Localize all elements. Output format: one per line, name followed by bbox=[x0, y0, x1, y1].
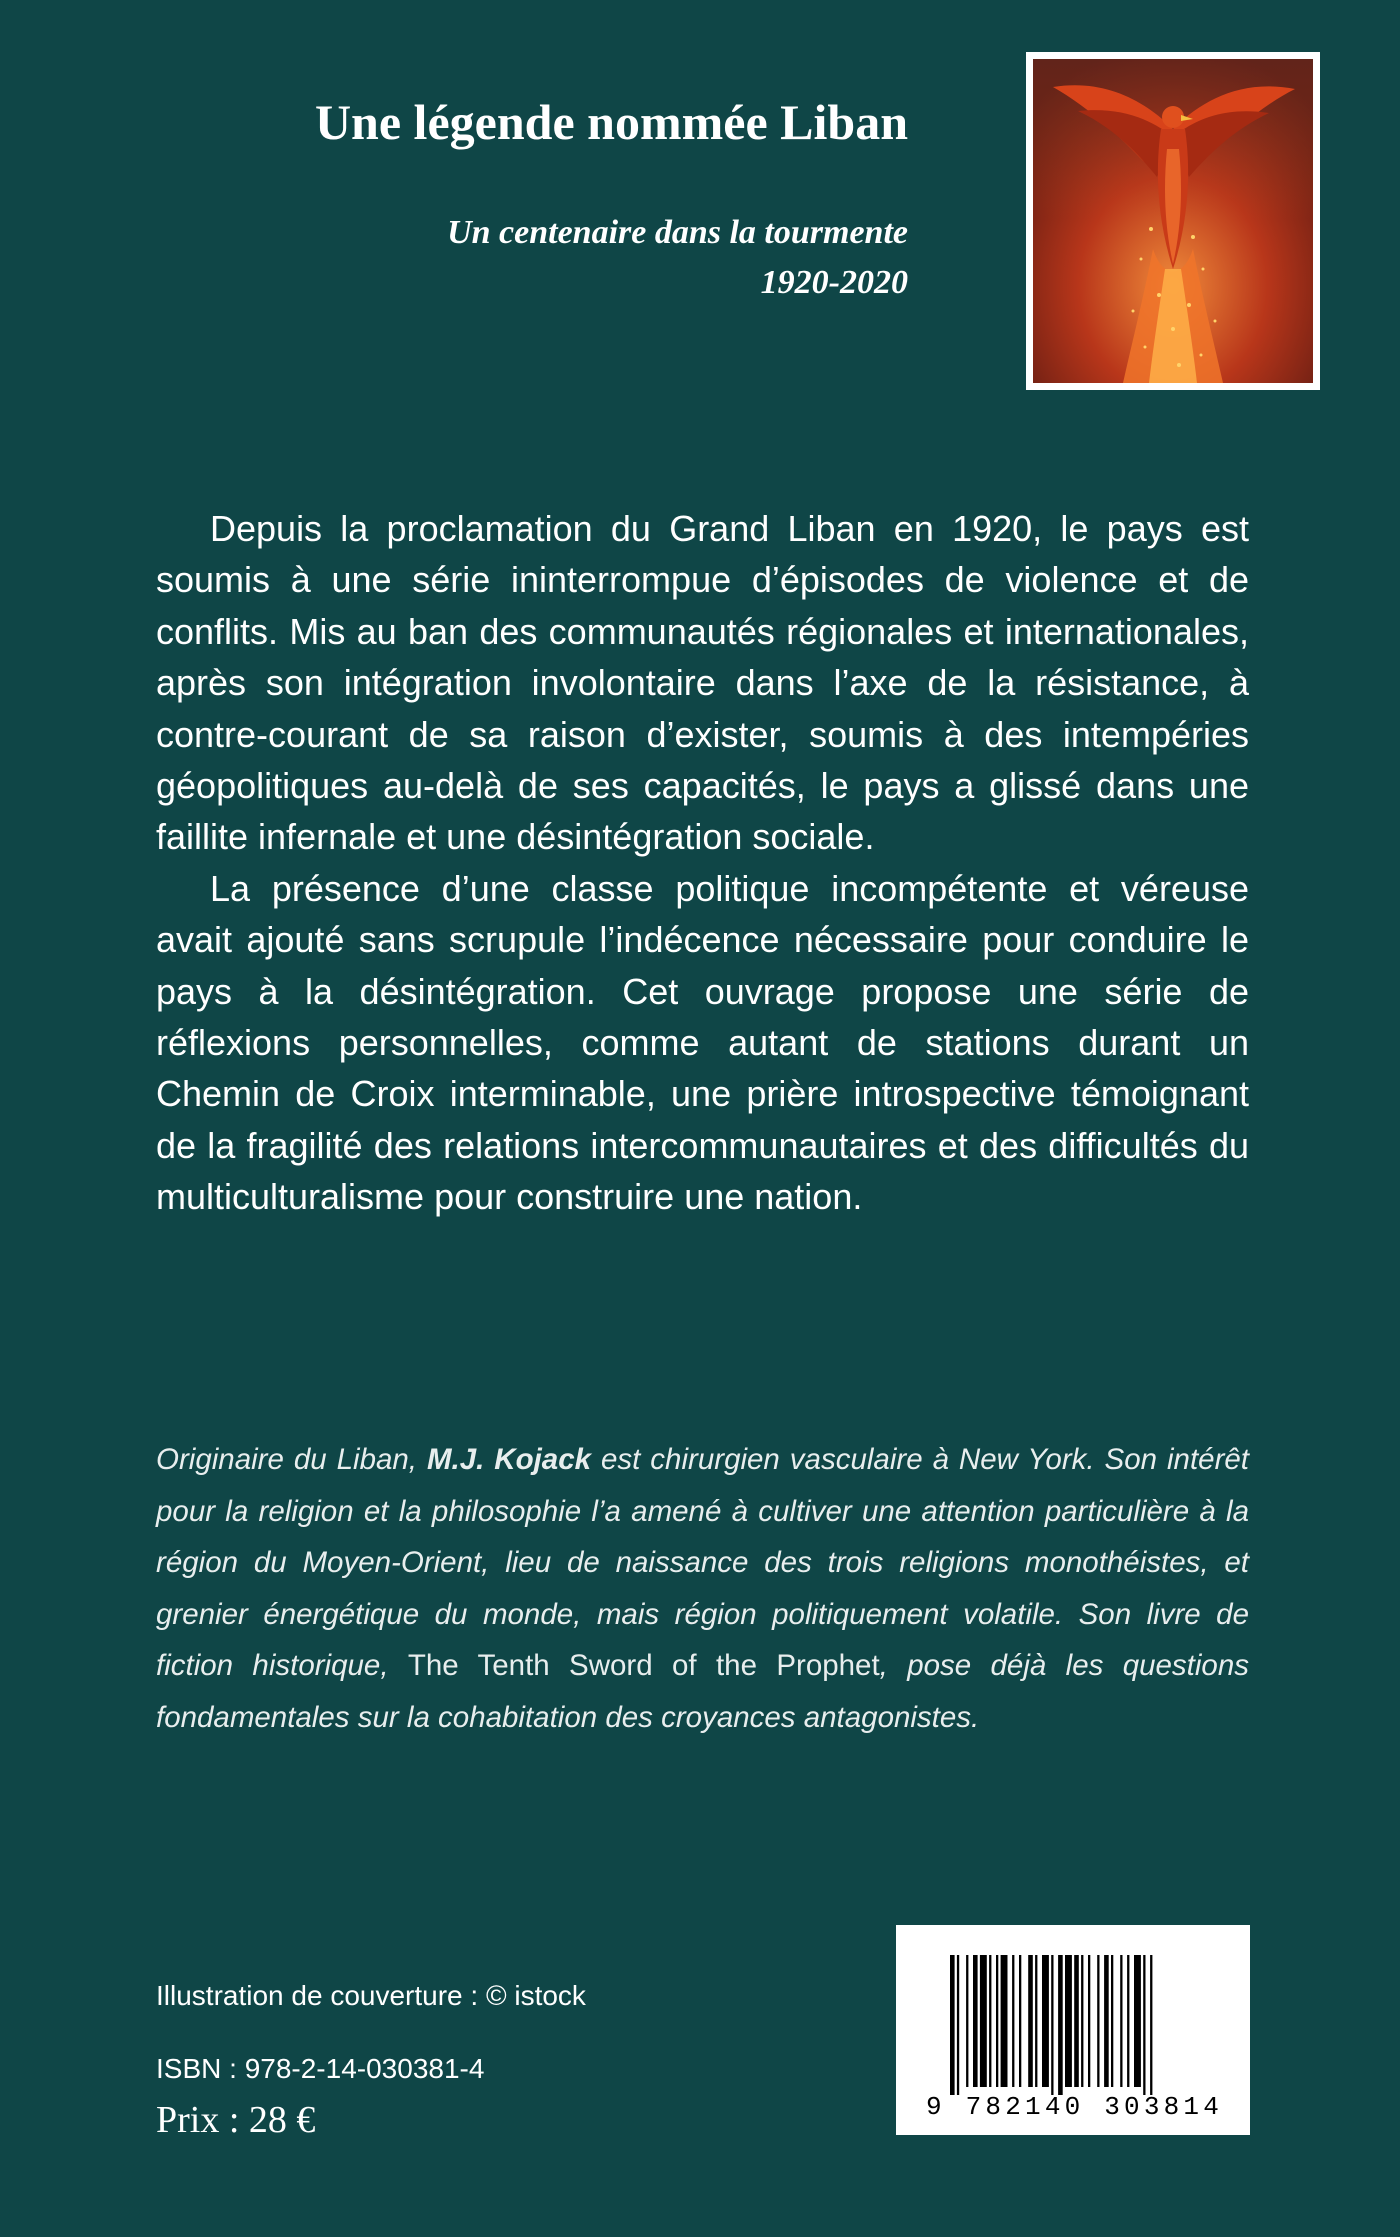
barcode-bar bbox=[973, 1955, 978, 2087]
barcode-bar bbox=[996, 1955, 998, 2087]
barcode bbox=[896, 1925, 1250, 2135]
bio-text: est chirurgien vasculaire à New York. Son intérêt pour la religion et la philosophie l’a amené à cultiver une attention particulière à la région du Moyen-Orient, lieu de naissance des trois religions monothéistes, et grenier énergétique du monde, mais région politiquement volatile. Son livre de fiction historique, bbox=[156, 1443, 1249, 1682]
barcode-bar bbox=[989, 1955, 991, 2087]
barcode-bar bbox=[1134, 1955, 1141, 2087]
subtitle-years: 1920-2020 bbox=[760, 264, 908, 301]
barcode-bar bbox=[1051, 1955, 1053, 2095]
bio-text: Originaire du Liban, bbox=[156, 1443, 427, 1476]
barcode-bar bbox=[1001, 1955, 1008, 2087]
description-paragraph: La présence d’une classe politique incompétente et véreuse avait ajouté sans scrupule l’indécence nécessaire pour conduire le pays à la désintégration. Cet ouvrage propose une série de réflexions personnelles, comme autant de stations durant un Chemin de Croix interminable, une prière introspective témoignant de la fragilité des relations intercommunautaires et des difficultés du multiculturalisme pour construire une nation. bbox=[156, 867, 1249, 1218]
barcode-bar bbox=[1081, 1955, 1083, 2087]
barcode-bar bbox=[1012, 1955, 1014, 2087]
barcode-bar bbox=[1127, 1955, 1129, 2087]
book-title: Une légende nommée Liban bbox=[314, 94, 908, 150]
barcode-bar bbox=[1143, 1955, 1145, 2095]
bio-text: , pose déjà les questions fondamentales sur la cohabitation des croyances antagonistes. bbox=[156, 1649, 1249, 1734]
author-biography bbox=[156, 1434, 1249, 1743]
barcode-bar bbox=[980, 1955, 987, 2087]
barcode-bar bbox=[966, 1955, 968, 2087]
barcode-bar bbox=[1104, 1955, 1109, 2087]
barcode-bar bbox=[1065, 1955, 1072, 2087]
book-subtitle bbox=[180, 208, 908, 308]
barcode-bar bbox=[1028, 1955, 1033, 2087]
barcode-bar bbox=[957, 1955, 959, 2095]
barcode-bar bbox=[1120, 1955, 1122, 2087]
cover-image-frame bbox=[1026, 52, 1320, 390]
barcode-bar bbox=[1042, 1955, 1049, 2087]
author-name: M.J. Kojack bbox=[426, 1443, 592, 1476]
price: Prix : 28 € bbox=[156, 2099, 316, 2141]
barcode-bar bbox=[1150, 1955, 1152, 2095]
illustration-credit: Illustration de couverture : © istock bbox=[156, 1980, 586, 2011]
other-book-title: The Tenth Sword of the Prophet bbox=[407, 1649, 880, 1682]
isbn: ISBN : 978-2-14-030381-4 bbox=[156, 2053, 485, 2084]
barcode-bar bbox=[1035, 1955, 1037, 2087]
barcode-bar bbox=[1058, 1955, 1063, 2095]
barcode-bar bbox=[1088, 1955, 1090, 2087]
subtitle-line: Un centenaire dans la tourmente bbox=[447, 214, 908, 251]
barcode-digits: 9 782140 303814 bbox=[926, 2092, 1224, 2122]
description-paragraph: Depuis la proclamation du Grand Liban en 1920, le pays est soumis à une série ininterrompue d’épisodes de violence et de conflits. Mis au ban des communautés régionales et internationales, après son intégration involontaire dans l’axe de la résistance, à contre-courant de sa raison d’exister, soumis à des intempéries géopolitiques au-delà de ses capacités, le pays a glissé dans une faillite infernale et une désintégration sociale. bbox=[156, 508, 1249, 858]
barcode-bar bbox=[1074, 1955, 1079, 2087]
phoenix-illustration bbox=[1033, 59, 1313, 383]
barcode-bar bbox=[1111, 1955, 1113, 2087]
book-description bbox=[156, 503, 1249, 1223]
barcode-bar bbox=[1097, 1955, 1099, 2087]
barcode-bar bbox=[1019, 1955, 1021, 2087]
barcode-bar bbox=[950, 1955, 955, 2095]
